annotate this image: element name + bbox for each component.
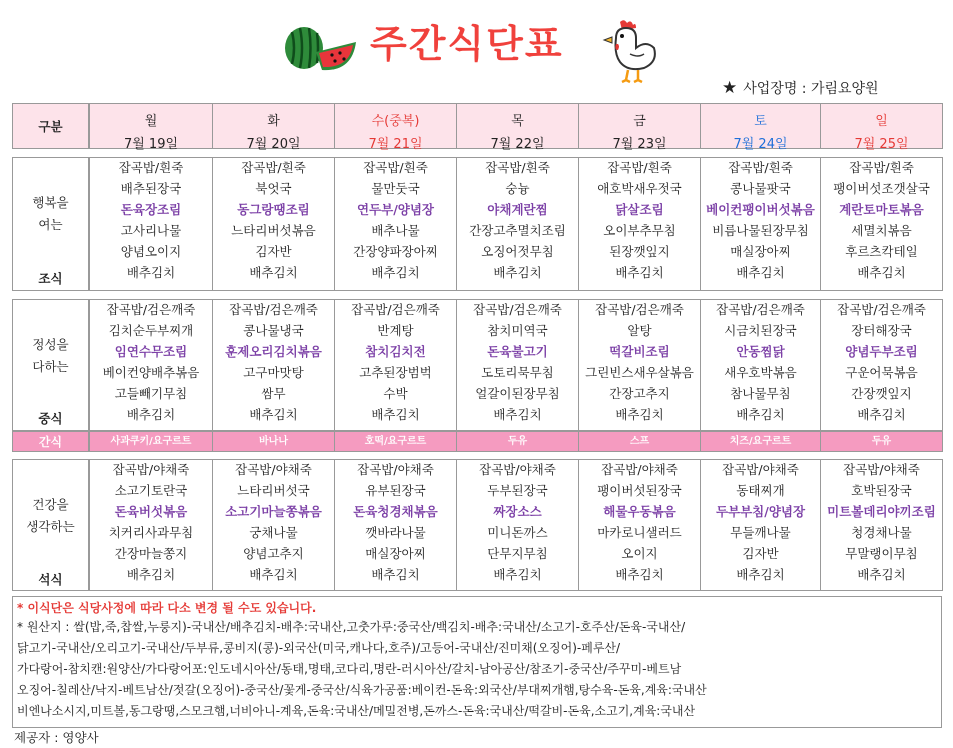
menu-item: 배추김치 <box>857 407 906 422</box>
day-date: 7월 24일 <box>733 137 788 152</box>
menu-item: 닭살조림 <box>615 202 664 217</box>
lunch-menu-5 <box>578 299 701 431</box>
provider: 제공자 : 영양사 <box>14 730 99 745</box>
menu-item: 참나물무침 <box>730 386 791 401</box>
menu-item: 고들빼기무침 <box>114 386 188 401</box>
menu-item: 오징어젓무침 <box>481 244 554 259</box>
menu-item: 베이컨팽이버섯볶음 <box>706 202 815 217</box>
menu-item: 잡곡밥/검은깨죽 <box>351 302 440 317</box>
menu-item: 돈육장조림 <box>120 202 182 217</box>
snack-3 <box>334 431 457 452</box>
day-date: 7월 25일 <box>854 137 909 152</box>
snack-item: 스프 <box>629 436 650 447</box>
menu-item: 수박 <box>383 386 408 401</box>
snack-1 <box>89 431 213 452</box>
header-label: 구분 <box>38 119 63 134</box>
menu-item: 잡곡밥/야채죽 <box>601 462 678 477</box>
menu-item: 잡곡밥/야채죽 <box>357 462 434 477</box>
menu-item: 무들깨나물 <box>730 525 791 540</box>
menu-item: 김치순두부찌개 <box>108 323 194 338</box>
day-name: 화 <box>267 114 280 129</box>
origin-line: 닭고기-국내산/오리고기-국내산/두부류,콩비지(콩)-외국산(미국,캐나다,호주)/고등어-국내산/진미채(오징어)-페루산/ <box>17 641 621 655</box>
menu-item: 구운어묵볶음 <box>845 365 918 380</box>
lunch-menu-6 <box>700 299 821 431</box>
menu-item: 배추김치 <box>857 265 906 280</box>
day-header-1 <box>89 103 213 152</box>
menu-item: 야채계란찜 <box>487 202 548 217</box>
star-icon: ★ <box>722 78 738 98</box>
menu-item: 시금치된장국 <box>724 323 797 338</box>
menu-item: 잡곡밥/흰죽 <box>485 160 550 175</box>
day-header-6 <box>700 103 821 152</box>
day-date: 7월 23일 <box>612 137 667 152</box>
day-name: 월 <box>144 114 158 129</box>
day-header-3 <box>334 103 457 152</box>
day-date: 7월 20일 <box>246 137 301 152</box>
menu-item: 임연수무조림 <box>114 344 188 359</box>
menu-item: 장터해장국 <box>851 323 912 338</box>
dinner-menu-5 <box>578 459 701 591</box>
menu-item: 돈육청경채볶음 <box>353 504 438 519</box>
day-date: 7월 22일 <box>490 137 545 152</box>
breakfast-label-cell <box>12 157 89 291</box>
lunch-menu-4 <box>456 299 579 431</box>
dinner-label-line: 생각하는 <box>26 519 75 534</box>
dinner-label-cell <box>12 459 89 591</box>
menu-item: 반계탕 <box>377 323 414 338</box>
menu-item: 잡곡밥/흰죽 <box>607 160 672 175</box>
breakfast-label-line: 행복을 <box>32 195 69 210</box>
menu-item: 청경채나물 <box>851 525 912 540</box>
menu-item: 김자반 <box>742 546 779 561</box>
menu-item: 간장깻잎지 <box>851 386 912 401</box>
menu-item: 고사리나물 <box>120 223 182 238</box>
menu-item: 안동찜닭 <box>736 344 785 359</box>
menu-item: 궁채나물 <box>249 525 298 540</box>
menu-item: 배추김치 <box>371 567 420 582</box>
menu-item: 떡갈비조림 <box>609 344 670 359</box>
header-label-cell <box>12 103 89 149</box>
lunch-label-line: 다하는 <box>32 359 69 374</box>
snack-item: 치즈/요구르트 <box>729 436 792 447</box>
dinner-label-line: 건강을 <box>32 497 69 512</box>
breakfast-menu-2 <box>212 157 335 291</box>
breakfast-menu-6 <box>700 157 821 291</box>
snack-item: 두유 <box>871 436 892 447</box>
menu-item: 간장고추지 <box>609 386 670 401</box>
menu-item: 느타리버섯국 <box>237 483 310 498</box>
menu-item: 배추나물 <box>371 223 420 238</box>
menu-item: 간장고추멸치조림 <box>469 223 566 238</box>
menu-item: 쌈무 <box>261 386 286 401</box>
day-name: 목 <box>511 114 524 129</box>
menu-item: 팽이버섯조갯살국 <box>833 181 930 196</box>
breakfast-menu-7 <box>820 157 943 291</box>
lunch-meal-label: 중식 <box>38 411 63 426</box>
menu-item: 단무지무침 <box>487 546 548 561</box>
menu-item: 매실장아찌 <box>365 546 426 561</box>
workplace-text: 사업장명 : 가림요양원 <box>743 81 879 97</box>
menu-item: 김자반 <box>255 244 292 259</box>
notes-box <box>12 596 942 728</box>
menu-item: 배추김치 <box>126 567 176 582</box>
lunch-menu-2 <box>212 299 335 431</box>
dinner-menu-4 <box>456 459 579 591</box>
day-date: 7월 19일 <box>123 137 179 152</box>
menu-item: 배추김치 <box>249 567 298 582</box>
menu-item: 돈육버섯볶음 <box>114 504 188 519</box>
menu-item: 미니돈까스 <box>487 525 548 540</box>
menu-item: 숭늉 <box>505 181 530 196</box>
menu-item: 잡곡밥/검은깨죽 <box>106 302 196 317</box>
menu-item: 잡곡밥/야채죽 <box>235 462 312 477</box>
origin-line: 가다랑어-참치캔:원양산/가다랑어포:인도네시아산/동태,명태,코다리,명란-러시아산/갈치-남아공산/참조기-중국산/주꾸미-베트남 <box>17 662 682 676</box>
snack-2 <box>212 431 335 452</box>
menu-item: 잡곡밥/흰죽 <box>849 160 914 175</box>
menu-item: 배추김치 <box>371 407 420 422</box>
menu-item: 잡곡밥/검은깨죽 <box>473 302 562 317</box>
menu-item: 연두부/양념장 <box>356 202 435 217</box>
origin-line: * 원산지 : 쌀(밥,죽,찹쌀,누룽지)-국내산/배추김치-배추:국내산,고춧가루:중국산/백김치-배추:국내산/소고기-호주산/돈육-국내산/ <box>17 620 686 634</box>
watermelon-icon <box>282 22 358 76</box>
snack-label: 간식 <box>38 435 63 449</box>
menu-item: 해물우동볶음 <box>603 504 676 519</box>
dinner-menu-7 <box>820 459 943 591</box>
menu-item: 배추김치 <box>493 265 542 280</box>
menu-item: 북엇국 <box>255 181 292 196</box>
menu-item: 잡곡밥/검은깨죽 <box>716 302 805 317</box>
menu-item: 배추김치 <box>736 567 785 582</box>
menu-item: 오이부추무침 <box>603 223 676 238</box>
menu-item: 간장마늘쫑지 <box>114 546 188 561</box>
menu-item: 마카로니샐러드 <box>597 525 682 540</box>
menu-item: 후르츠칵테일 <box>845 244 918 259</box>
breakfast-menu-4 <box>456 157 579 291</box>
breakfast-menu-5 <box>578 157 701 291</box>
day-header-7 <box>820 103 943 152</box>
menu-item: 배추김치 <box>615 567 664 582</box>
chicken-icon <box>600 18 662 84</box>
snack-5 <box>578 431 701 452</box>
menu-item: 물만둣국 <box>371 181 420 196</box>
menu-item: 잡곡밥/야채죽 <box>722 462 799 477</box>
menu-item: 배추김치 <box>126 407 176 422</box>
menu-item: 소고기토란국 <box>114 483 188 498</box>
menu-item: 배추김치 <box>249 265 298 280</box>
menu-item: 세멸치볶음 <box>851 223 912 238</box>
menu-item: 배추김치 <box>493 407 542 422</box>
menu-item: 두부된장국 <box>487 483 548 498</box>
menu-item: 깻바라나물 <box>365 525 426 540</box>
menu-item: 느타리버섯볶음 <box>231 223 316 238</box>
lunch-menu-1 <box>89 299 213 431</box>
menu-item: 돈육불고기 <box>487 344 548 359</box>
breakfast-menu-1 <box>89 157 213 291</box>
workplace-name <box>722 78 879 98</box>
snack-7 <box>820 431 943 452</box>
menu-item: 고추된장범벅 <box>359 365 432 380</box>
change-notice: * 이식단은 식당사정에 따라 다소 변경 될 수도 있습니다. <box>17 601 317 615</box>
menu-item: 참치김치전 <box>365 344 426 359</box>
menu-item: 잡곡밥/흰죽 <box>728 160 793 175</box>
menu-item: 얼갈이된장무침 <box>475 386 560 401</box>
lunch-menu-3 <box>334 299 457 431</box>
menu-item: 두부부침/양념장 <box>715 504 806 519</box>
day-header-4 <box>456 103 579 152</box>
menu-item: 짜장소스 <box>493 504 542 519</box>
menu-item: 알탕 <box>627 323 652 338</box>
menu-item: 새우호박볶음 <box>724 365 797 380</box>
day-header-5 <box>578 103 701 152</box>
menu-item: 배추김치 <box>493 567 542 582</box>
menu-item: 배추김치 <box>615 407 664 422</box>
menu-item: 배추김치 <box>615 265 664 280</box>
menu-item: 호박된장국 <box>851 483 912 498</box>
lunch-label-cell <box>12 299 89 431</box>
menu-item: 잡곡밥/흰죽 <box>363 160 428 175</box>
menu-item: 된장깻잎지 <box>609 244 670 259</box>
menu-item: 잡곡밥/야채죽 <box>843 462 920 477</box>
menu-item: 배추김치 <box>249 407 298 422</box>
snack-4 <box>456 431 579 452</box>
lunch-menu-7 <box>820 299 943 431</box>
day-name: 금 <box>633 114 646 129</box>
menu-item: 배추김치 <box>371 265 420 280</box>
menu-item: 배추김치 <box>736 407 785 422</box>
menu-item: 양념두부조림 <box>845 344 918 359</box>
menu-item: 무말랭이무침 <box>845 546 918 561</box>
dinner-meal-label: 석식 <box>38 572 63 587</box>
menu-item: 치커리사과무침 <box>108 525 194 540</box>
menu-item: 팽이버섯된장국 <box>597 483 682 498</box>
menu-item: 동그랑땡조림 <box>237 202 310 217</box>
menu-item: 콩나물팟국 <box>730 181 791 196</box>
menu-item: 비름나물된장무침 <box>712 223 809 238</box>
breakfast-menu-3 <box>334 157 457 291</box>
menu-item: 배추김치 <box>126 265 176 280</box>
lunch-label-line: 정성을 <box>32 337 69 352</box>
menu-item: 잡곡밥/검은깨죽 <box>229 302 318 317</box>
menu-item: 잡곡밥/야채죽 <box>112 462 190 477</box>
menu-item: 그린빈스새우살볶음 <box>585 365 694 380</box>
day-header-2 <box>212 103 335 152</box>
menu-item: 잡곡밥/흰죽 <box>118 160 184 175</box>
dinner-menu-1 <box>89 459 213 591</box>
snack-label-cell <box>12 431 89 452</box>
day-name: 수(중복) <box>371 114 420 129</box>
dinner-menu-3 <box>334 459 457 591</box>
menu-item: 배추된장국 <box>120 181 182 196</box>
day-name: 토 <box>754 114 767 129</box>
menu-item: 매실장아찌 <box>730 244 791 259</box>
menu-item: 양념오이지 <box>120 244 182 259</box>
snack-6 <box>700 431 821 452</box>
menu-item: 콩나물냉국 <box>243 323 304 338</box>
menu-item: 소고기마늘쫑볶음 <box>225 504 322 519</box>
snack-item: 바나나 <box>259 436 288 447</box>
menu-item: 배추김치 <box>857 567 906 582</box>
origin-line: 오징어-칠레산/낙지-베트남산/젓갈(오징어)-중국산/꽃게-중국산/식육가공품:베이컨-돈육:외국산/부대찌개햄,탕수육-돈육,계육:국내산 <box>17 683 707 697</box>
breakfast-label-line: 여는 <box>38 217 63 232</box>
origin-line: 비엔나소시지,미트볼,동그랑땡,스모크햄,너비아니-계육,돈육:국내산/메밀전병,돈까스-돈육:국내산/떡갈비-돈육,소고기,계육:국내산 <box>17 704 696 718</box>
day-name: 일 <box>875 114 888 129</box>
dinner-menu-6 <box>700 459 821 591</box>
menu-item: 양념고추지 <box>243 546 304 561</box>
breakfast-meal-label: 조식 <box>38 271 63 286</box>
snack-item: 두유 <box>507 436 528 447</box>
menu-item: 잡곡밥/야채죽 <box>479 462 556 477</box>
menu-item: 잡곡밥/검은깨죽 <box>595 302 684 317</box>
menu-item: 유부된장국 <box>365 483 426 498</box>
dinner-menu-2 <box>212 459 335 591</box>
menu-item: 간장양파장아찌 <box>353 244 438 259</box>
snack-item: 호떡/요구르트 <box>364 436 427 447</box>
menu-item: 잡곡밥/검은깨죽 <box>837 302 926 317</box>
menu-item: 잡곡밥/흰죽 <box>241 160 306 175</box>
menu-item: 베이컨양배추볶음 <box>102 365 200 380</box>
menu-item: 고구마맛탕 <box>243 365 304 380</box>
menu-item: 애호박새우젓국 <box>597 181 682 196</box>
menu-item: 미트볼데리야끼조림 <box>827 504 936 519</box>
menu-item: 도토리묵무침 <box>481 365 554 380</box>
menu-item: 훈제오리김치볶음 <box>225 344 322 359</box>
day-date: 7월 21일 <box>368 137 423 152</box>
snack-item: 사과쿠키/요구르트 <box>110 436 192 447</box>
menu-item: 오이지 <box>621 546 658 561</box>
menu-item: 배추김치 <box>736 265 785 280</box>
menu-item: 참치미역국 <box>487 323 548 338</box>
menu-item: 동태찌개 <box>736 483 785 498</box>
page-title: 주간식단표 <box>370 22 564 66</box>
menu-item: 계란토마토볶음 <box>839 202 924 217</box>
